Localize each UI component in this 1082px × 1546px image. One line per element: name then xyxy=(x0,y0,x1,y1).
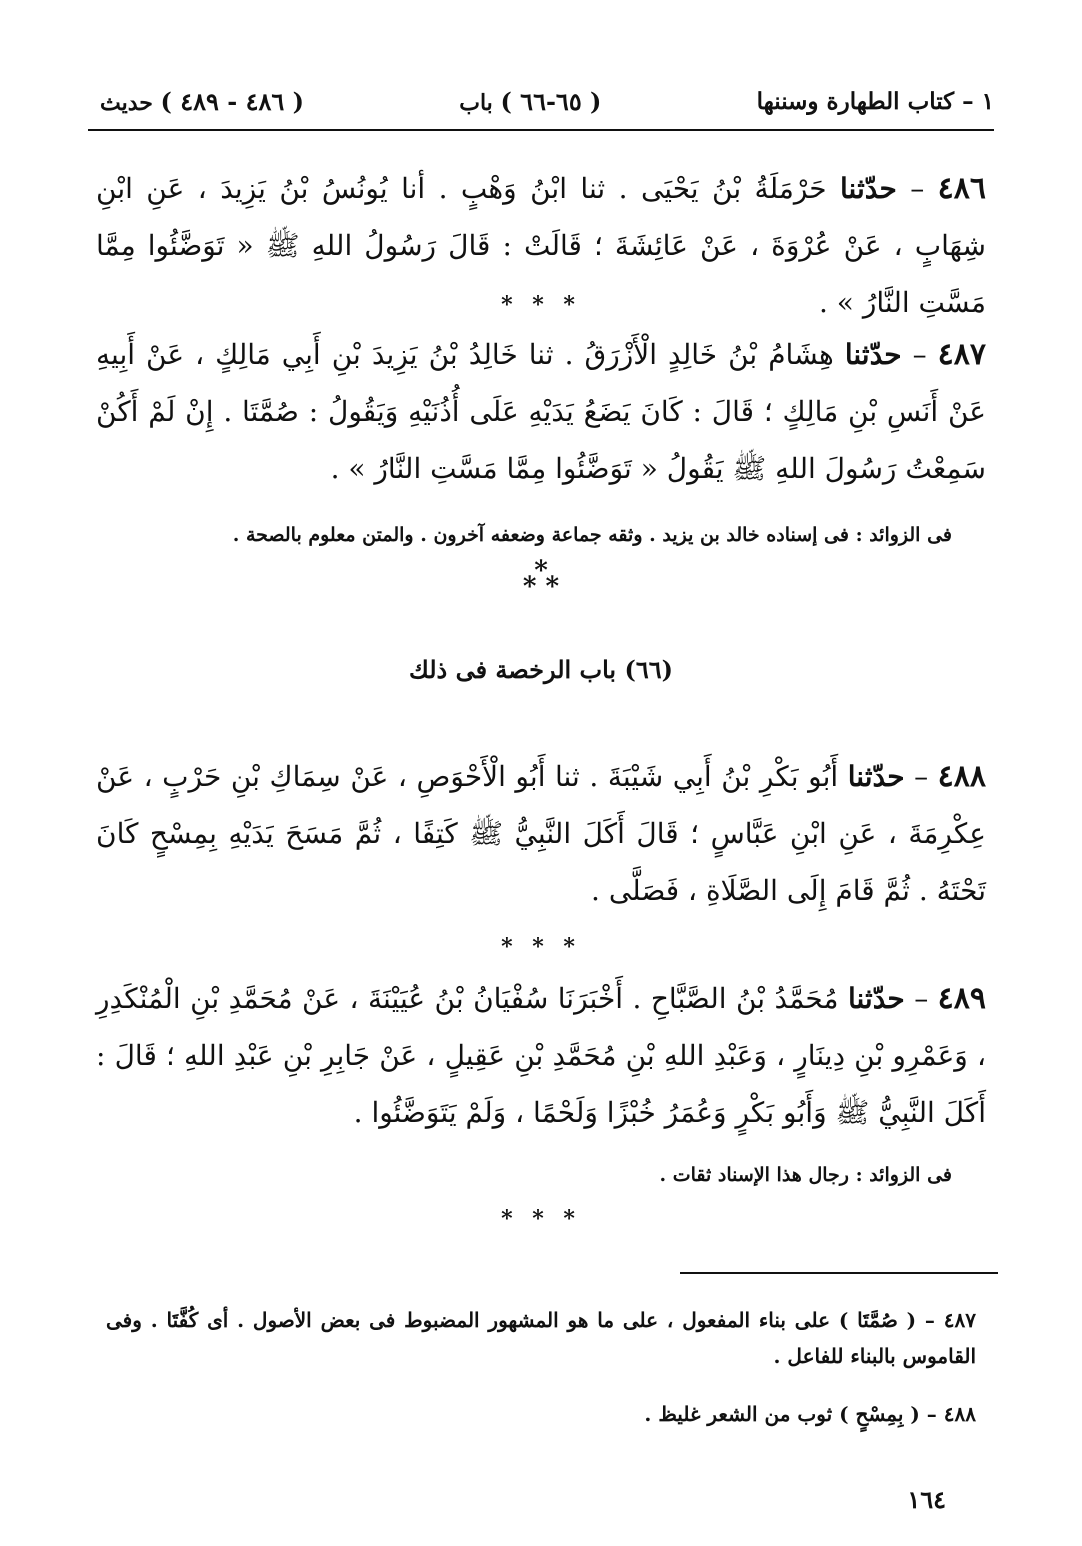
header-chapter-label: باب xyxy=(459,89,493,116)
header-chapter-range xyxy=(459,87,601,116)
page-number: ١٦٤ xyxy=(907,1485,946,1514)
header-book-title: ١ – كتاب الطهارة وسننها xyxy=(756,87,994,115)
hadith-dash: – xyxy=(904,760,938,793)
hadith-dash: – xyxy=(901,338,938,371)
header-hadith-label: حديث xyxy=(100,89,153,116)
hadith-opening: حدّثنا xyxy=(844,338,902,371)
zawaid-note-487: فى الزوائد : فى إسناده خالد بن يزيد . وثقه جماعة وضعفه آخرون . والمتن معلوم بالصحة . xyxy=(232,524,952,546)
hadith-number: ٤٨٩ xyxy=(937,981,986,1016)
separator-dots: * * * xyxy=(522,556,560,602)
hadith-488 xyxy=(96,748,986,919)
hadith-dash: – xyxy=(896,172,938,205)
hadith-text: أَبُو بَكْرِ بْنُ أَبِي شَيْبَةَ . ثنا أَبُو الْأَحْوَصِ ، عَنْ سِمَاكِ بْنِ حَرْبٍ ، عَنْ عِكْرِمَةَ ، عَنِ ابْنِ عَبَّاسٍ ؛ قَالَ أَكَلَ النَّبِيُّ ﷺ كَتِفًا ، ثُمَّ مَسَحَ يَدَيْهِ بِمِسْحٍ كَانَ تَحْتَهُ . ثُمَّ قَامَ إِلَى الصَّلَاةِ ، فَصَلَّى . xyxy=(96,760,986,907)
header-hadith-numbers: ( ٤٨٦ - ٤٨٩ ) xyxy=(160,86,304,116)
hadith-number: ٤٨٧ xyxy=(937,337,986,372)
hadith-text: مُحَمَّدُ بْنُ الصَّبَّاحِ . أَخْبَرَنَا سُفْيَانُ بْنُ عُيَيْنَةَ ، عَنْ مُحَمَّدِ بْنِ الْمُنْكَدِرِ ، وَعَمْرِو بْنِ دِينَارٍ ، وَعَبْدِ اللهِ بْنِ مُحَمَّدِ بْنِ عَقِيلٍ ، عَنْ جَابِرِ بْنِ عَبْدِ اللهِ ؛ قَالَ : أَكَلَ النَّبِيُّ ﷺ وَأَبُو بَكْرٍ وَعُمَرُ خُبْزًا وَلَحْمًا ، وَلَمْ يَتَوَضَّئُوا . xyxy=(96,982,986,1129)
hadith-489 xyxy=(96,970,986,1141)
zawaid-note-489: فى الزوائد : رجال هذا الإسناد ثقات . xyxy=(659,1164,952,1186)
header-chapter-numbers: ( ٦٥-٦٦ ) xyxy=(500,86,602,116)
hadith-number: ٤٨٨ xyxy=(937,759,986,794)
hadith-dash: – xyxy=(904,982,938,1015)
hadith-487 xyxy=(96,326,986,497)
chapter-heading: (٦٦) باب الرخصة فى ذلك xyxy=(409,655,673,684)
separator-stars: * * * xyxy=(501,934,581,960)
hadith-opening: حدّثنا xyxy=(847,760,905,793)
header-hadith-range xyxy=(100,87,304,116)
separator-stars: * * * xyxy=(501,292,581,318)
footnote-487: ٤٨٧ – ( صُمَّتَا ) على بناء المفعول ، على ما هو المشهور المضبوط فى بعض الأصول . أى كُفَّتَا . وفى القاموس بالبناء للفاعل . xyxy=(106,1308,976,1368)
footnote-488: ٤٨٨ – ( بِمِسْحٍ ) ثوب من الشعر غليظ . xyxy=(644,1402,976,1426)
hadith-text: هِشَامُ بْنُ خَالِدٍ الْأَزْرَقُ . ثنا خَالِدُ بْنُ يَزِيدَ بْنِ أَبِي مَالِكٍ ، عَنْ أَبِيهِ عَنْ أَنَسِ بْنِ مَالِكٍ ؛ قَالَ : كَانَ يَضَعُ يَدَيْهِ عَلَى أُذُنَيْهِ وَيَقُولُ : صُمَّتَا . إِنْ لَمْ أَكُنْ سَمِعْتُ رَسُولَ اللهِ ﷺ يَقُولُ « تَوَضَّئُوا مِمَّا مَسَّتِ النَّارُ » . xyxy=(96,338,986,485)
header-rule xyxy=(88,129,994,131)
running-header xyxy=(100,78,994,124)
footnote-rule xyxy=(680,1272,998,1274)
hadith-text: حَرْمَلَةُ بْنُ يَحْيَى . ثنا ابْنُ وَهْبٍ . أنا يُونُسُ بْنُ يَزِيدَ ، عَنِ ابْنِ شِهَابٍ ، عَنْ عُرْوَةَ ، عَنْ عَائِشَةَ ؛ قَالَتْ : قَالَ رَسُولُ اللهِ ﷺ « تَوَضَّئُوا مِمَّا مَسَّتِ النَّارُ » . xyxy=(96,172,986,319)
hadith-opening: حدّثنا xyxy=(840,172,897,205)
separator-stars: * * * xyxy=(501,1206,581,1232)
hadith-number: ٤٨٦ xyxy=(937,171,986,206)
hadith-opening: حدّثنا xyxy=(847,982,905,1015)
